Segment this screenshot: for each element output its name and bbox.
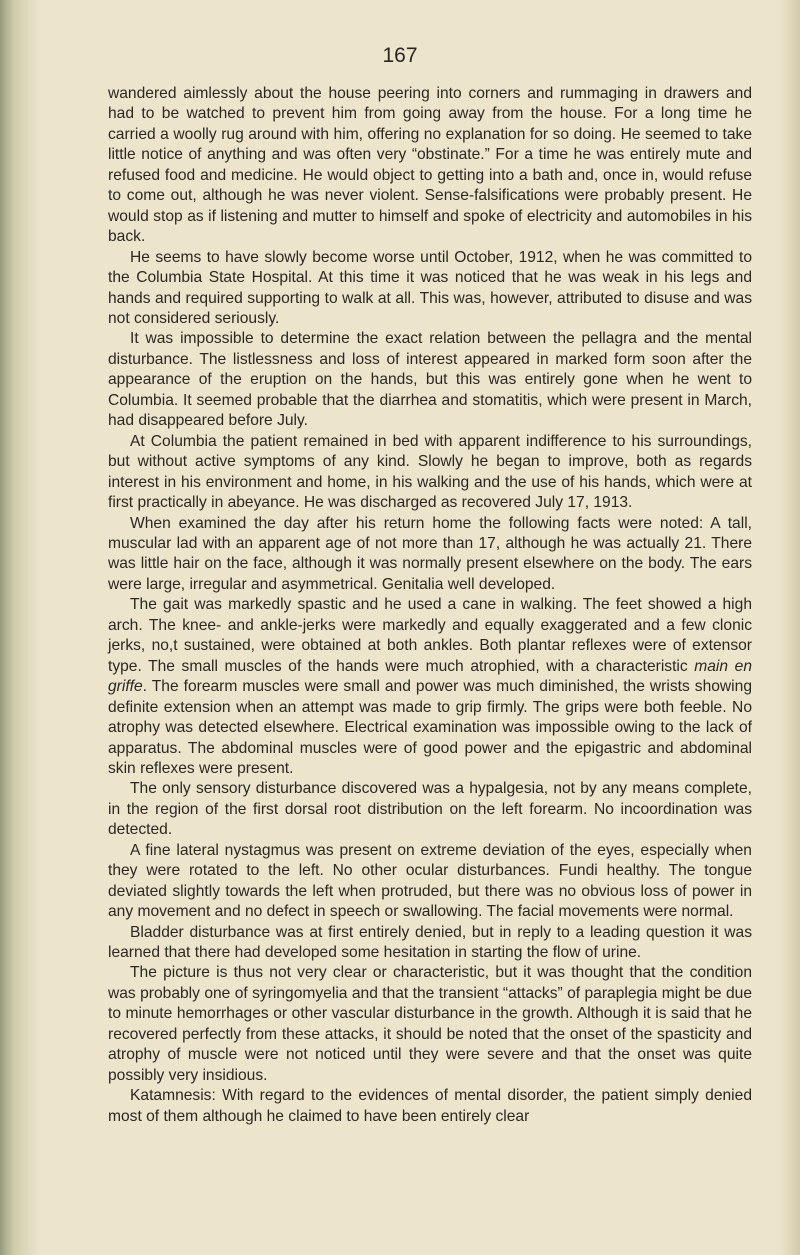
- body-text: [108, 84, 752, 1127]
- paragraph: It was impossible to determine the exact relation between the pellagra and the mental disturbance. The listlessness and loss of interest appeared in marked form soon after the appearance of the eruption on the hands, but this was entirely gone when he went to Columbia. It seemed probable that the diarrhea and stomatitis, which were present in March, had disappeared before July.: [108, 330, 752, 430]
- paragraph-with-italic: The gait was markedly spastic and he used a cane in walking. The feet showed a high arch. The knee- and ankle-jerks were markedly and equally exaggerated and a few clonic jerks, no,t sustained, were obtained at both ankles. Both plantar reflexes were of extensor type. The small muscles of the hands were much atrophied, with a characteristic main en griffe. The forearm muscles were small and power was much diminished, the wrists showing definite extension when an attempt was made to grip firmly. The grips were both feeble. No atrophy was detected elsewhere. Electrical examination was impossible owing to the lack of apparatus. The abdominal muscles were of good power and the epigastric and abdominal skin reflexes were present.: [108, 596, 752, 777]
- paragraph: wandered aimlessly about the house peering into corners and rummaging in drawers and had to be watched to prevent him from going away from the house. For a long time he carried a woolly rug around with him, offering no explanation for so doing. He seemed to take little notice of anything and was often very “obstinate.” For a time he was entirely mute and refused food and medicine. He would object to getting into a bath and, once in, would refuse to come out, although he was never violent. Sense-falsifications were probably present. He would stop as if listening and mutter to himself and spoke of electricity and automobiles in his back.: [108, 85, 752, 246]
- paragraph: At Columbia the patient remained in bed with apparent indifference to his surroundings, but without active symptoms of any kind. Slowly he began to improve, both as regards interest in his environment and home, in his walking and the use of his hands, which were at first practically in abeyance. He was discharged as recovered July 17, 1913.: [108, 432, 752, 512]
- paragraph: Bladder disturbance was at first entirely denied, but in reply to a leading question it was learned that there had developed some hesitation in starting the flow of urine.: [108, 923, 752, 962]
- paragraph: The only sensory disturbance discovered was a hypalgesia, not by any means complete, in the region of the first dorsal root distribution on the left forearm. No incoordination was detected.: [108, 780, 752, 839]
- paragraph: The picture is thus not very clear or characteristic, but it was thought that the condition was probably one of syringomyelia and that the transient “attacks” of paraplegia might be due to minute hemorrhages or other vascular disturbance in the growth. Although it is said that he recovered perfectly from these attacks, it should be noted that the onset of the spasticity and atrophy of muscle were not noticed until they were severe and that the onset was quite possibly very insidious.: [108, 964, 752, 1084]
- page-number: 167: [382, 44, 418, 67]
- paragraph: A fine lateral nystagmus was present on extreme deviation of the eyes, especially when they were rotated to the left. No other ocular disturbances. Fundi healthy. The tongue deviated slightly towards the left when protruded, but there was no obvious loss of power in any movement and no defect in speech or swallowing. The facial movements were normal.: [108, 841, 752, 921]
- italic-phrase: main en griffe: [108, 657, 752, 696]
- paragraph: When examined the day after his return home the following facts were noted: A tall, muscular lad with an apparent age of not more than 17, although he was actually 21. There was little hair on the face, although it was normally present elsewhere on the body. The ears were large, irregular and asymmetrical. Genitalia well developed.: [108, 514, 752, 593]
- paragraph: Katamnesis: With regard to the evidences of mental disorder, the patient simply denied most of them although he claimed to have been entirely clear: [108, 1087, 752, 1125]
- paragraph: He seems to have slowly become worse until October, 1912, when he was committed to the Columbia State Hospital. At this time it was noticed that he was weak in his legs and hands and required supporting to walk at all. This was, however, attributed to disuse and was not considered seriously.: [108, 248, 752, 327]
